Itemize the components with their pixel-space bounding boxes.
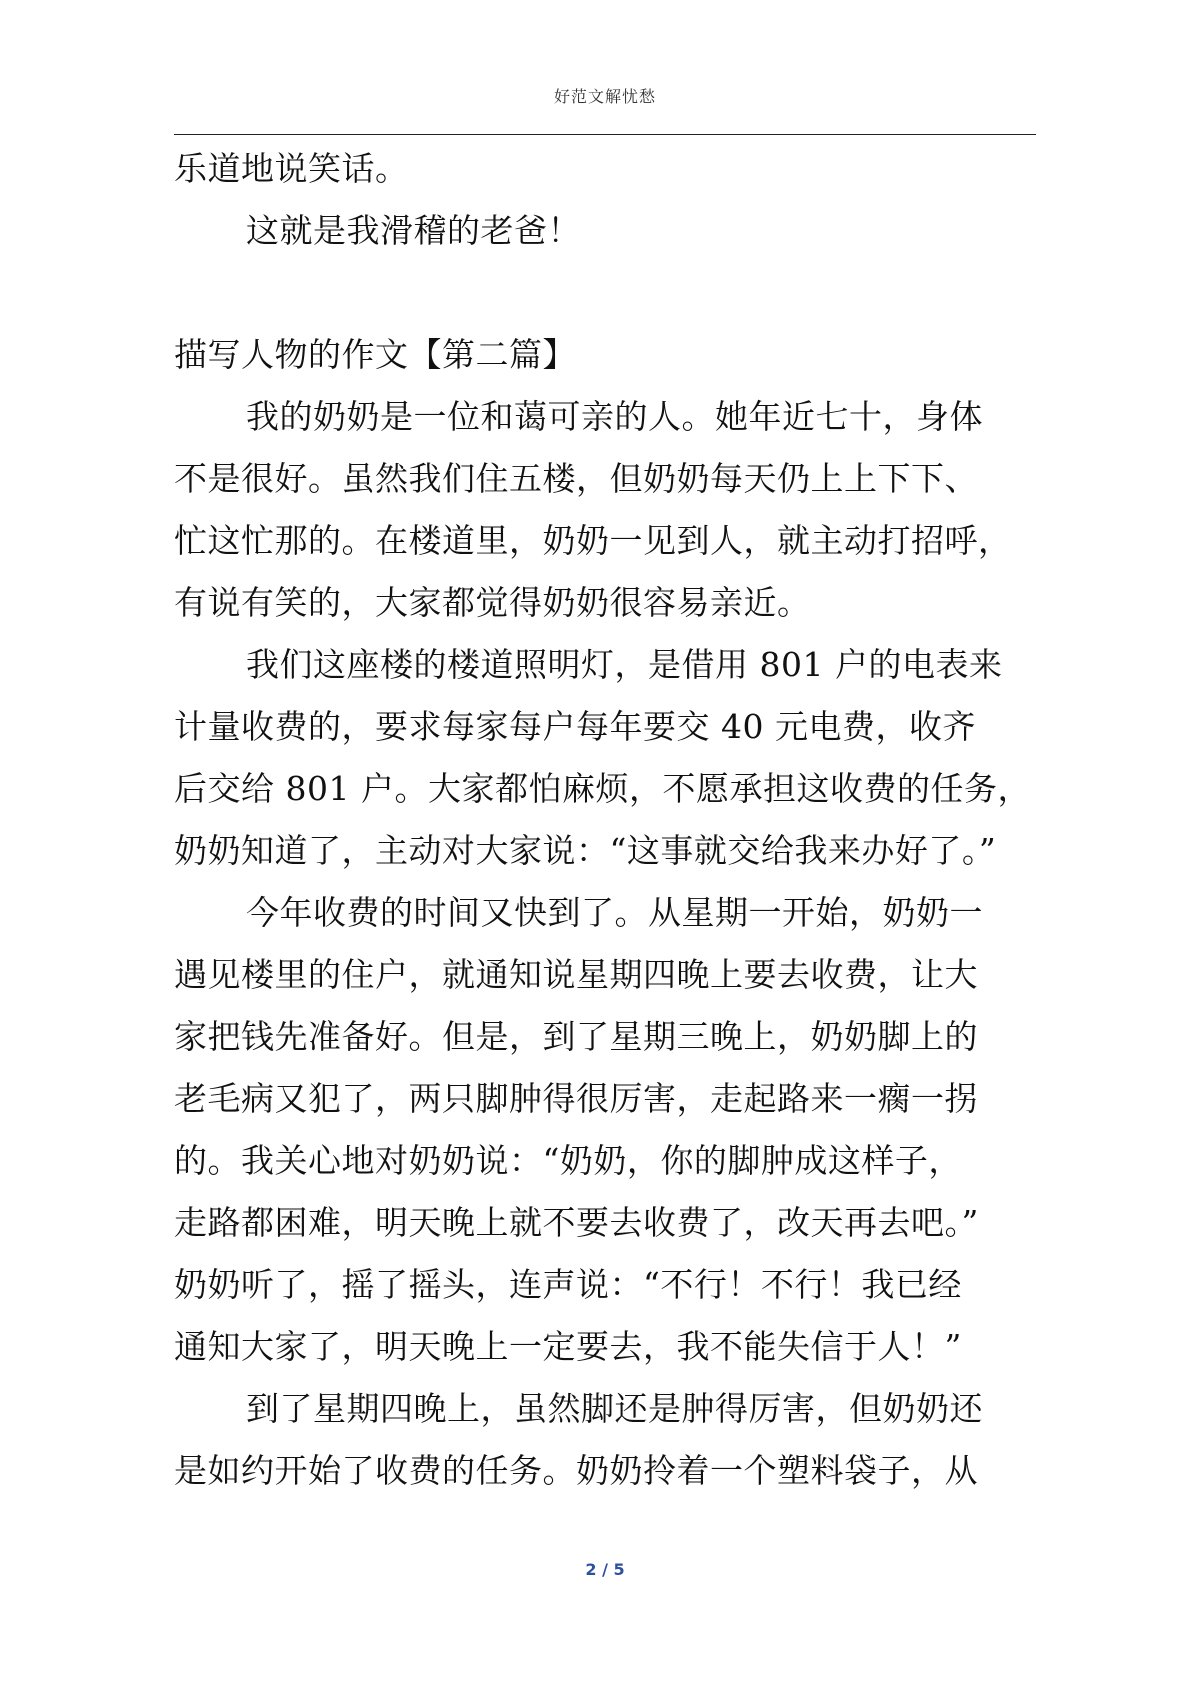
text-line: 到了星期四晚上，虽然脚还是肿得厉害，但奶奶还 (246, 1389, 983, 1428)
text-line: 通知大家了，明天晚上一定要去，我不能失信于人！” (174, 1327, 962, 1366)
text-line: 有说有笑的，大家都觉得奶奶很容易亲近。 (174, 583, 811, 622)
blank-line (174, 262, 1036, 324)
text-line: 我们这座楼的楼道照明灯，是借用 801 户的电表来 (246, 645, 1003, 684)
text-line: 忙这忙那的。在楼道里，奶奶一见到人，就主动打招呼， (174, 521, 1012, 560)
text-line: 乐道地说笑话。 (174, 149, 409, 188)
text-line: 这就是我滑稽的老爸！ (246, 211, 581, 250)
text-line: 不是很好。虽然我们住五楼，但奶奶每天仍上上下下、 (174, 459, 978, 498)
text-line: 的。我关心地对奶奶说：“奶奶，你的脚肿成这样子， (174, 1141, 962, 1180)
document-body (174, 138, 1036, 1502)
text-line: 今年收费的时间又快到了。从星期一开始，奶奶一 (246, 893, 983, 932)
text-line: 家把钱先准备好。但是，到了星期三晚上，奶奶脚上的 (174, 1017, 978, 1056)
page-number: 2 / 5 (585, 1560, 625, 1579)
text-line: 我的奶奶是一位和蔼可亲的人。她年近七十，身体 (246, 397, 983, 436)
text-line: 计量收费的，要求每家每户每年要交 40 元电费，收齐 (174, 707, 976, 746)
section-heading: 描写人物的作文【第二篇】 (174, 335, 576, 374)
text-line: 奶奶听了，摇了摇头，连声说：“不行！不行！我已经 (174, 1265, 962, 1304)
text-line: 走路都困难，明天晚上就不要去收费了，改天再去吧。” (174, 1203, 979, 1242)
text-line: 老毛病又犯了，两只脚肿得很厉害，走起路来一瘸一拐 (174, 1079, 978, 1118)
text-line: 是如约开始了收费的任务。奶奶拎着一个塑料袋子，从 (174, 1451, 978, 1490)
main-lines (174, 386, 1036, 1502)
text-line: 遇见楼里的住户，就通知说星期四晚上要去收费，让大 (174, 955, 978, 994)
page-header: 好范文解忧愁 (553, 87, 656, 106)
text-line: 后交给 801 户。大家都怕麻烦，不愿承担这收费的任务， (174, 769, 1031, 808)
text-line: 奶奶知道了，主动对大家说：“这事就交给我来办好了。” (174, 831, 997, 870)
top-lines (174, 138, 1036, 262)
header-divider (174, 134, 1036, 135)
